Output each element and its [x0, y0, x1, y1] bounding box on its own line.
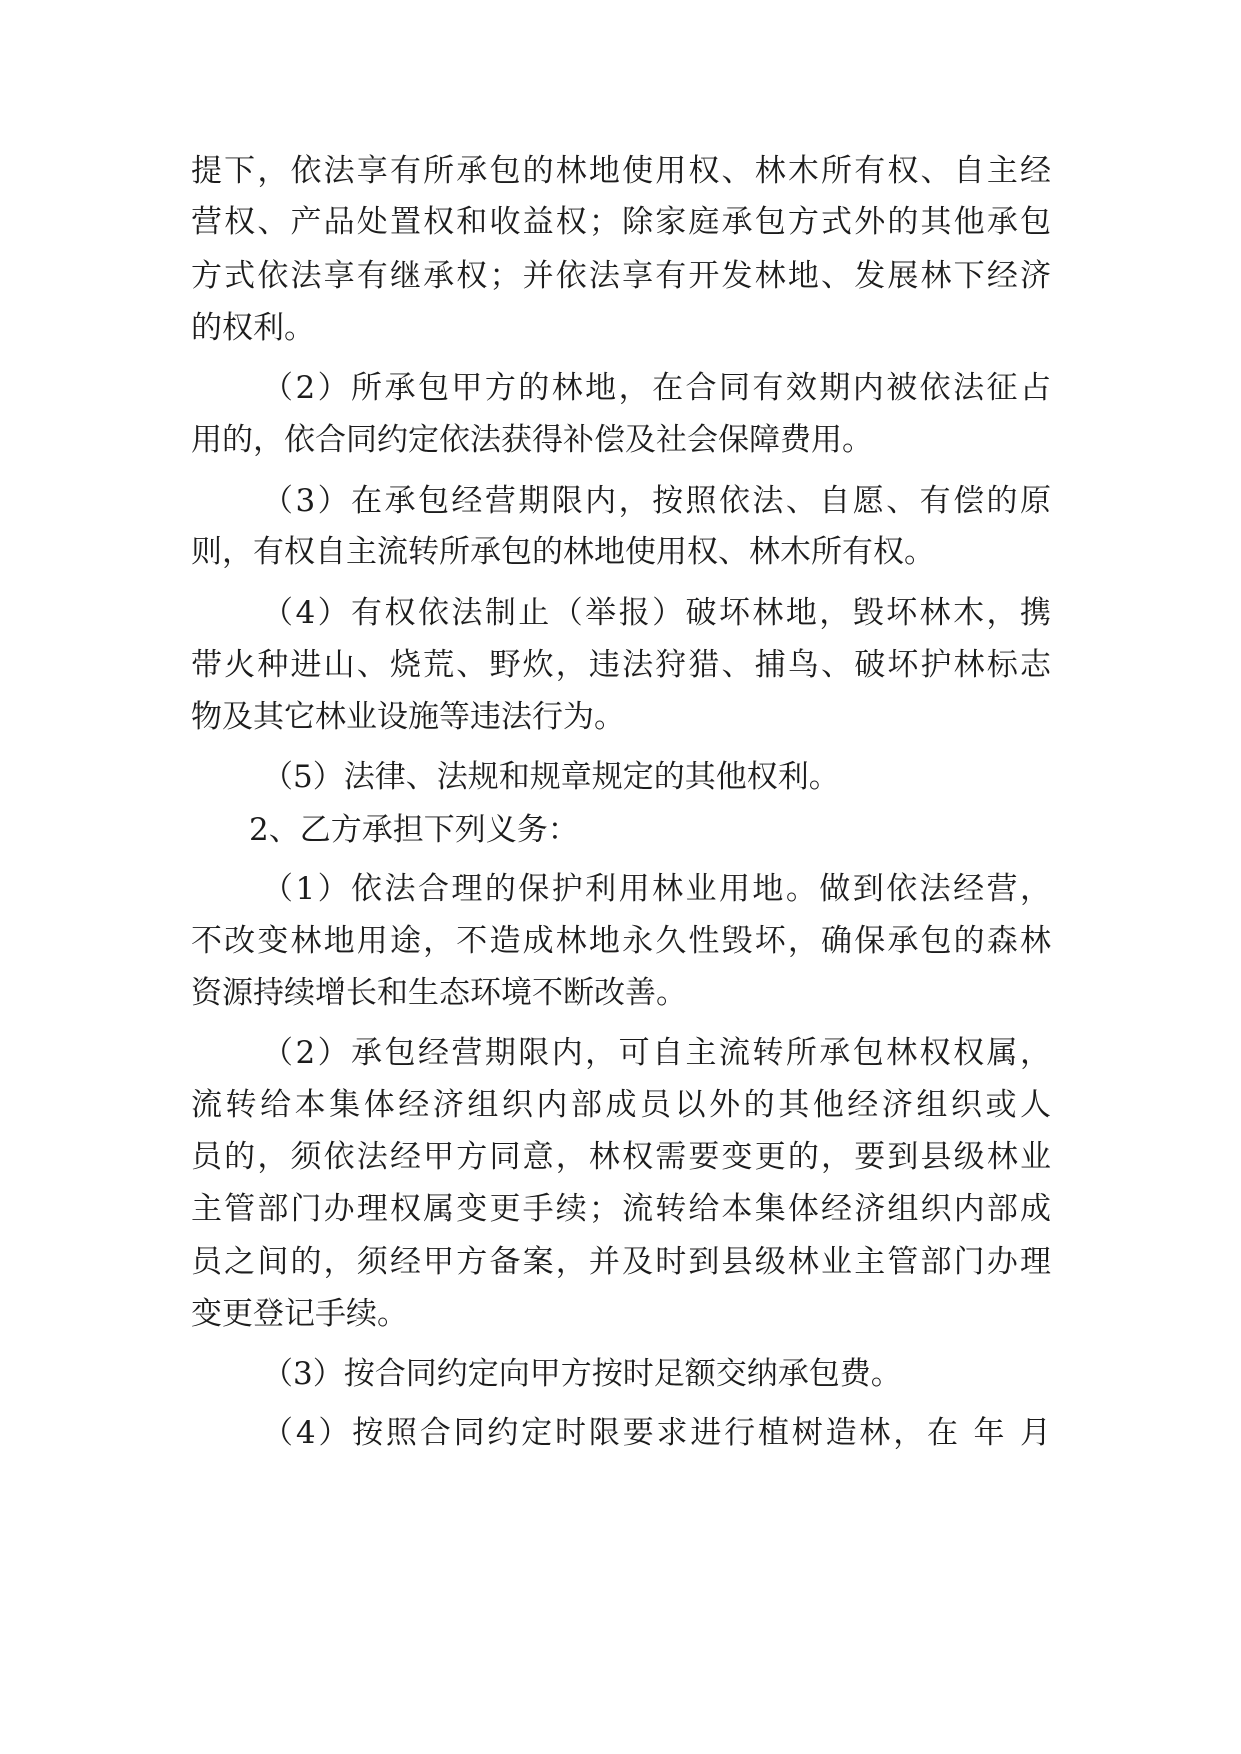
section-heading: 2、乙方承担下列义务：: [249, 812, 579, 848]
text-line: 员的，须依法经甲方同意，林权需要变更的，要到县级林业: [191, 1139, 1051, 1175]
text-line: 不改变林地用途，不造成林地永久性毁坏，确保承包的森林: [191, 923, 1051, 959]
text-line: （5）法律、法规和规章规定的其他权利。: [262, 759, 840, 795]
text-line: 流转给本集体经济组织内部成员以外的其他经济组织或人: [191, 1087, 1051, 1123]
text-line: 营权、产品处置权和收益权；除家庭承包方式外的其他承包: [191, 204, 1051, 240]
text-line: 用的，依合同约定依法获得补偿及社会保障费用。: [191, 422, 873, 458]
text-line: 资源持续增长和生态环境不断改善。: [191, 975, 687, 1011]
text-line: （2）所承包甲方的林地，在合同有效期内被依法征占: [262, 370, 1051, 406]
text-line: 主管部门办理权属变更手续；流转给本集体经济组织内部成: [191, 1191, 1051, 1227]
text-line: 员之间的，须经甲方备案，并及时到县级林业主管部门办理: [191, 1244, 1051, 1280]
text-line: 方式依法享有继承权；并依法享有开发林地、发展林下经济: [191, 258, 1051, 294]
text-line: 物及其它林业设施等违法行为。: [191, 699, 625, 735]
text-line: （4）有权依法制止（举报）破坏林地，毁坏林木，携: [262, 595, 1051, 631]
text-line: （3）在承包经营期限内，按照依法、自愿、有偿的原: [262, 483, 1051, 519]
text-line: 则，有权自主流转所承包的林地使用权、林木所有权。: [191, 534, 935, 570]
text-line: （4）按照合同约定时限要求进行植树造林，在 年 月: [262, 1415, 1051, 1451]
text-line: 带火种进山、烧荒、野炊，违法狩猎、捕鸟、破坏护林标志: [191, 647, 1051, 683]
text-line: 变更登记手续。: [191, 1296, 408, 1332]
text-line: （1）依法合理的保护利用林业用地。做到依法经营，: [262, 871, 1051, 907]
text-line: 提下，依法享有所承包的林地使用权、林木所有权、自主经: [191, 153, 1051, 189]
text-line: （2）承包经营期限内，可自主流转所承包林权权属，: [262, 1035, 1051, 1071]
text-line: 的权利。: [191, 310, 315, 346]
text-line: （3）按合同约定向甲方按时足额交纳承包费。: [262, 1356, 902, 1392]
